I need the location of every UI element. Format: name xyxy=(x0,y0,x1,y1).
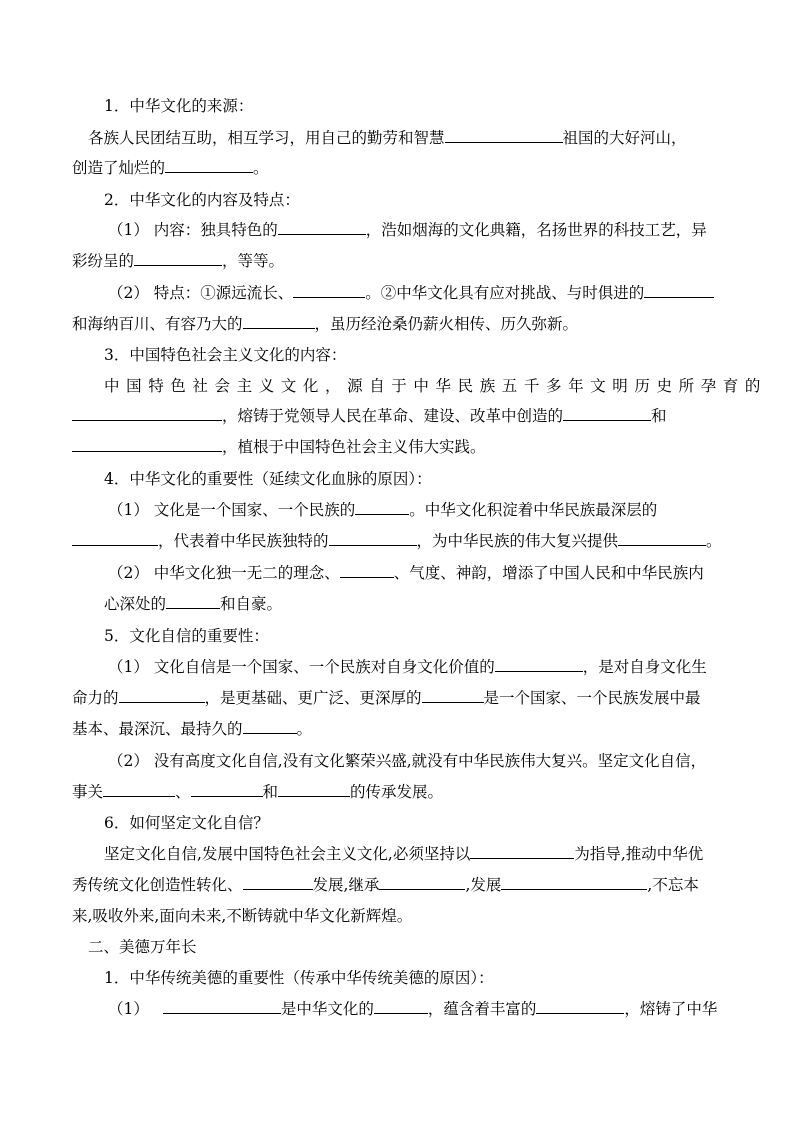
section-4-heading: 4．中华文化的重要性（延续文化血脉的原因）： xyxy=(104,470,432,488)
fill-blank[interactable] xyxy=(563,406,651,421)
section-5-item-2-line-1: （2） 没有高度文化自信,没有文化繁荣兴盛,就没有中华民族伟大复兴。坚定文化自信， xyxy=(108,752,707,770)
part-2-heading: 二、美德万年长 xyxy=(88,938,197,956)
section-3-line-3: ，植根于中国特色社会主义伟大实践。 xyxy=(72,437,486,457)
section-4-item-1-line-2: ，代表着中华民族独特的 ，为中华民族的伟大复兴提供 。 xyxy=(72,531,722,551)
fill-blank[interactable] xyxy=(470,844,574,859)
fill-blank[interactable] xyxy=(72,531,158,546)
section-3-line-2: ，熔铸于党领导人民在革命、建设、改革中创造的 和 xyxy=(72,406,667,426)
fill-blank[interactable] xyxy=(278,220,366,235)
fill-blank[interactable] xyxy=(72,437,222,452)
fill-blank[interactable] xyxy=(191,782,263,797)
fill-blank[interactable] xyxy=(379,875,465,890)
fill-blank[interactable] xyxy=(501,875,647,890)
fill-blank[interactable] xyxy=(163,999,281,1014)
section-1-line-2: 创造了灿烂的 。 xyxy=(72,159,269,177)
fill-blank[interactable] xyxy=(243,314,315,329)
fill-blank[interactable] xyxy=(495,657,583,672)
section-6-heading: 6．如何坚定文化自信？ xyxy=(104,814,269,832)
fill-blank[interactable] xyxy=(293,283,365,298)
section-4-item-1-line-1: （1） 文化是一个国家、一个民族的 。中华文化积淀着中华民族最深层的 xyxy=(108,501,658,519)
section-3-heading: 3．中国特色社会主义文化的内容： xyxy=(104,346,347,364)
fill-blank[interactable] xyxy=(243,875,313,890)
section-4-item-2-line-2: 心深处的 和自豪。 xyxy=(104,595,283,613)
section-2-heading: 2．中华文化的内容及特点： xyxy=(104,191,300,209)
fill-blank[interactable] xyxy=(119,688,205,703)
section-2-item-2-line-2: 和海纳百川、有容乃大的 ，虽历经沧桑仍薪火相传、历久弥新。 xyxy=(72,315,579,333)
fill-blank[interactable] xyxy=(166,594,220,609)
part-2-item-1-line-1: （1） 是中华文化的 ，蕴含着丰富的 ，熔铸了中华 xyxy=(108,1000,718,1018)
section-1-line-1: 各族人民团结互助，相互学习，用自己的勤劳和智慧 祖国的大好河山， xyxy=(88,129,687,147)
section-5-heading: 5．文化自信的重要性： xyxy=(104,627,269,645)
section-3-line-1: 中国特色社会主义文化，源自于中华民族五千多年文明历史所孕育的 xyxy=(104,377,768,395)
section-5-item-2-line-2: 事关 、 和 的传承发展。 xyxy=(72,783,444,801)
section-6-line-2: 秀传统文化创造性转化、 发展,继承 ,发展 ,不忘本 xyxy=(72,876,699,894)
fill-blank[interactable] xyxy=(422,688,484,703)
fill-blank[interactable] xyxy=(103,782,175,797)
part-2-subheading: 1．中华传统美德的重要性（传承中华传统美德的原因）： xyxy=(104,969,494,987)
fill-blank[interactable] xyxy=(329,531,417,546)
section-6-line-1: 坚定文化自信,发展中国特色社会主义文化,必须坚持以 为指导,推动中华优 xyxy=(104,845,704,863)
fill-blank[interactable] xyxy=(340,563,394,578)
fill-blank[interactable] xyxy=(644,283,714,298)
fill-blank[interactable] xyxy=(618,531,706,546)
section-1-heading: 1．中华文化的来源： xyxy=(104,97,254,115)
fill-blank[interactable] xyxy=(243,719,297,734)
fill-blank[interactable] xyxy=(134,251,222,266)
fill-blank[interactable] xyxy=(72,406,222,421)
fill-blank[interactable] xyxy=(278,782,350,797)
fill-blank[interactable] xyxy=(445,128,563,143)
fill-blank[interactable] xyxy=(536,999,624,1014)
section-5-item-1-line-2: 命力的 ，是更基础、更广泛、更深厚的 是一个国家、一个民族发展中最 xyxy=(72,689,701,707)
fill-blank[interactable] xyxy=(165,158,253,173)
fill-blank[interactable] xyxy=(374,999,428,1014)
section-2-item-1-line-2: 彩纷呈的 ，等等。 xyxy=(72,252,285,270)
section-5-item-1-line-3: 基本、最深沉、最持久的 。 xyxy=(72,720,313,738)
fill-blank[interactable] xyxy=(355,500,409,515)
section-4-item-2-line-1: （2） 中华文化独一无二的理念、 、气度、神韵，增添了中国人民和中华民族内 xyxy=(108,564,704,582)
section-2-item-2-line-1: （2） 特点：①源远流长、 。②中华文化具有应对挑战、与时俱进的 xyxy=(108,283,714,303)
section-5-item-1-line-1: （1） 文化自信是一个国家、一个民族对自身文化价值的 ，是对自身文化生 xyxy=(108,658,707,676)
section-2-item-1-line-1: （1） 内容：独具特色的 ，浩如烟海的文化典籍，名扬世界的科技工艺，异 xyxy=(108,221,707,239)
section-6-line-3: 来,吸收外来,面向未来,不断铸就中华文化新辉煌。 xyxy=(72,907,413,925)
